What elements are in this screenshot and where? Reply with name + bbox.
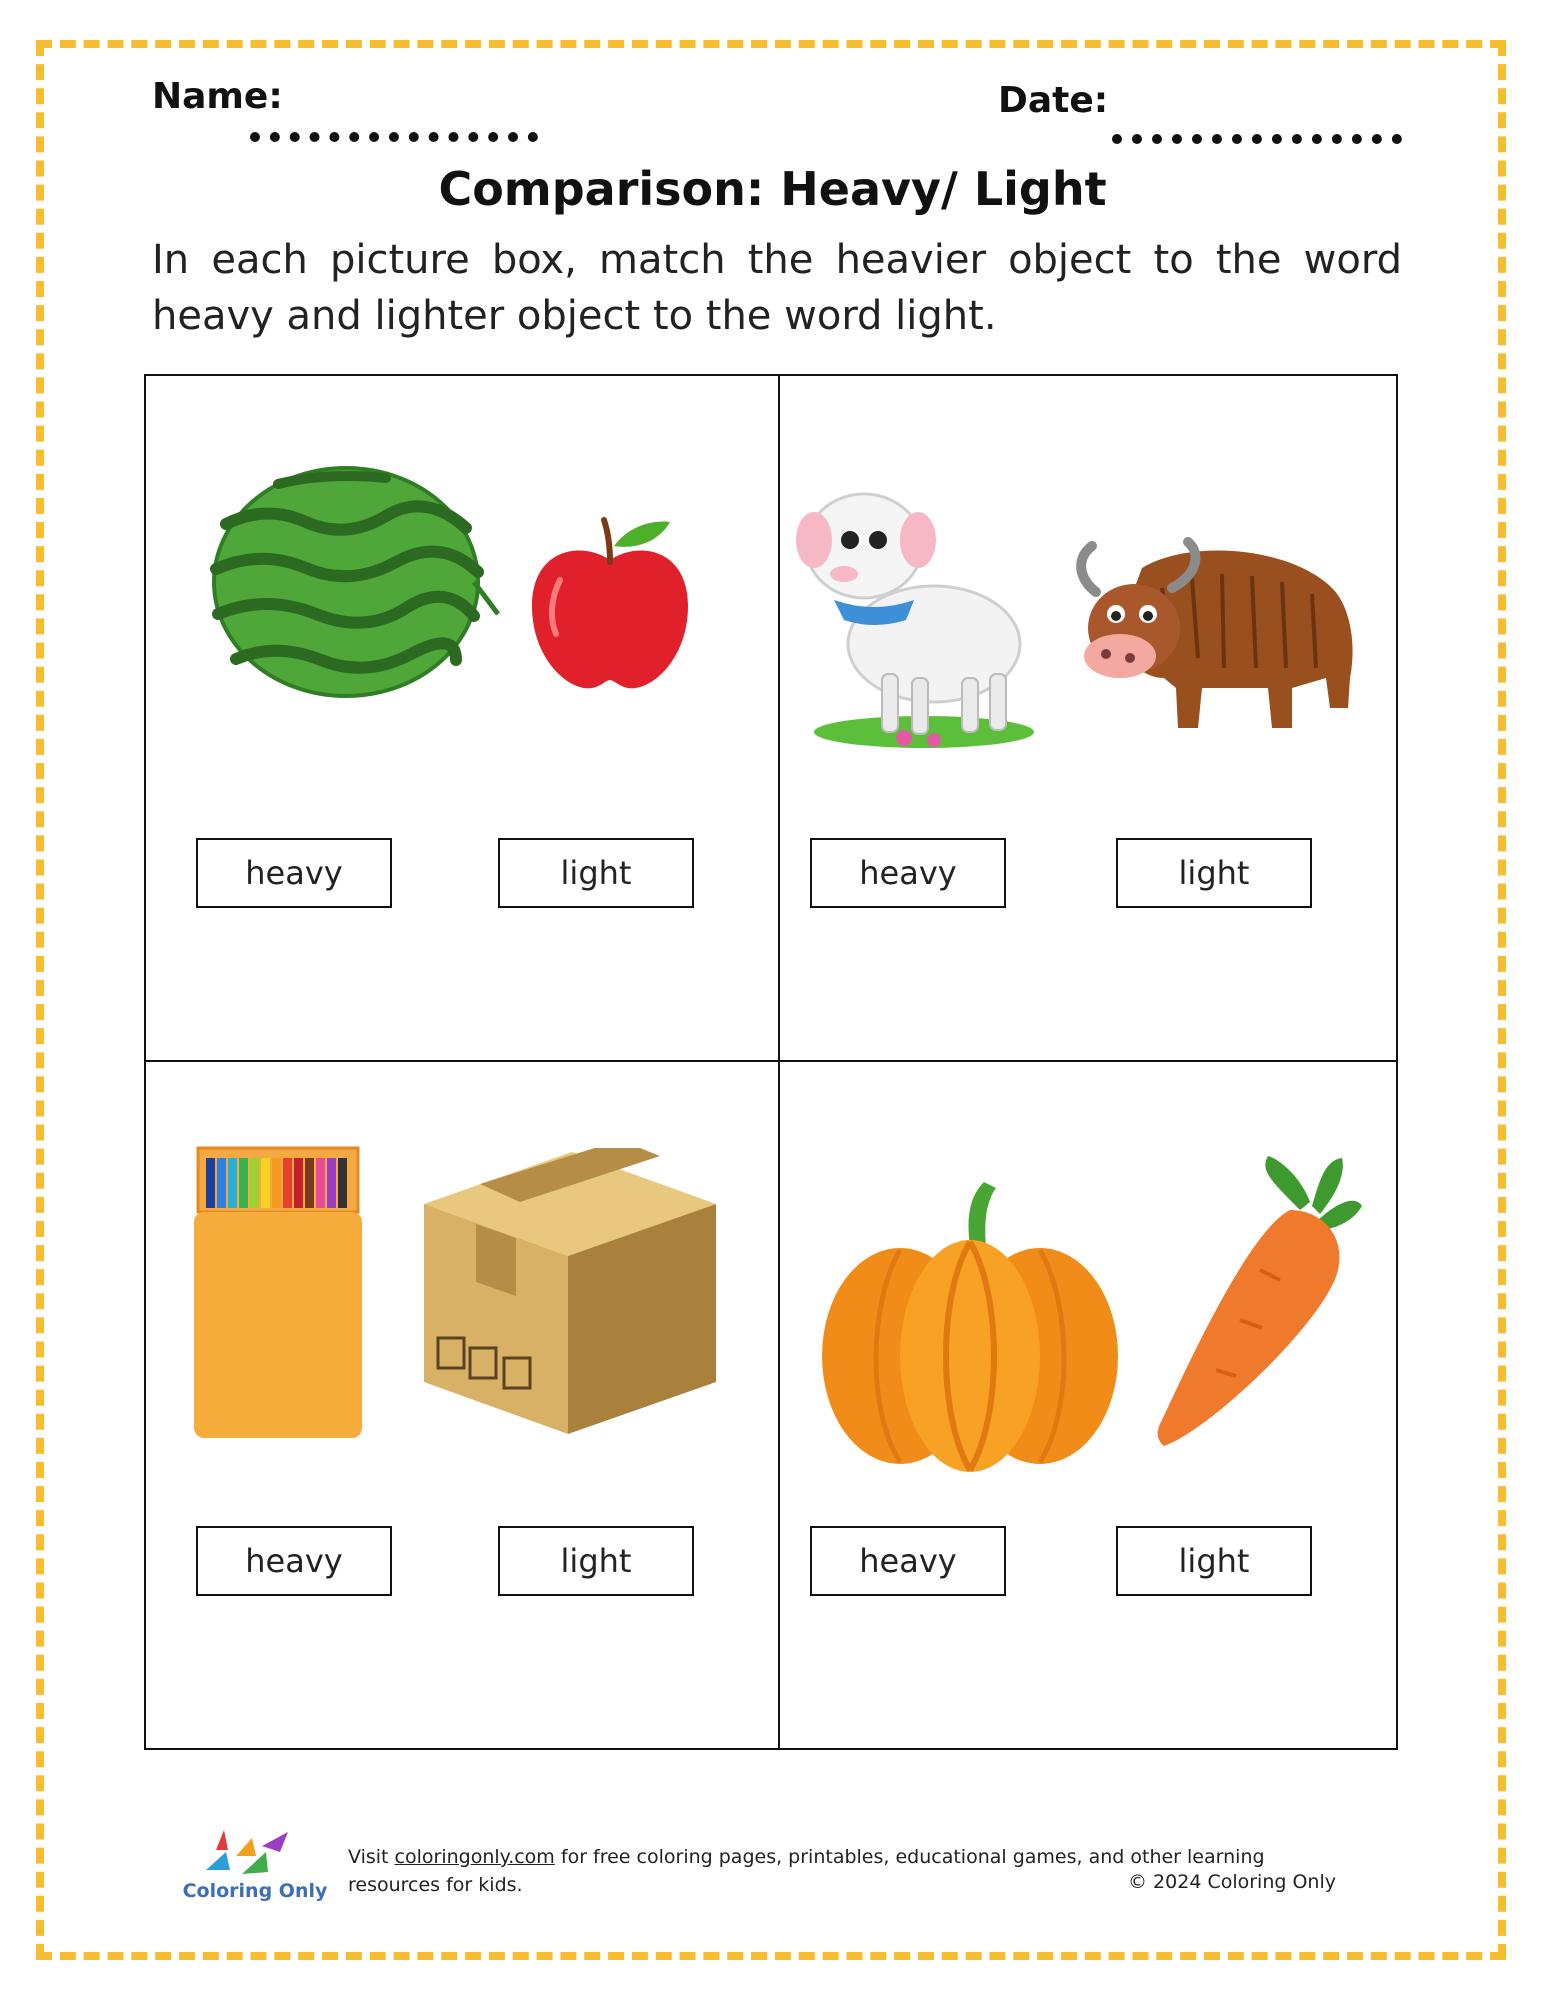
box1-light-button[interactable]: light <box>498 838 694 908</box>
box4-light-button[interactable]: light <box>1116 1526 1312 1596</box>
carrot-icon[interactable] <box>1150 1150 1364 1450</box>
yak-icon[interactable] <box>1072 528 1362 738</box>
box1-heavy-button[interactable]: heavy <box>196 838 392 908</box>
instructions-text: In each picture box, match the heavier object to the word heavy and lighter object to the word light. <box>152 237 1402 339</box>
sheep-icon[interactable] <box>794 474 1044 750</box>
date-field-line[interactable] <box>1112 134 1402 144</box>
coloring-only-logo <box>196 1822 296 1878</box>
box3-heavy-button[interactable]: heavy <box>196 1526 392 1596</box>
worksheet-title: Comparison: Heavy/ Light <box>438 162 1107 216</box>
footer-visit: Visit <box>348 1846 389 1868</box>
box2-light-button[interactable]: light <box>1116 838 1312 908</box>
cardboard-box-icon[interactable] <box>420 1148 720 1438</box>
pumpkin-icon[interactable] <box>820 1176 1120 1476</box>
apple-icon[interactable] <box>520 510 700 700</box>
box3-light-button[interactable]: light <box>498 1526 694 1596</box>
date-label: Date: <box>998 80 1109 121</box>
watermelon-icon[interactable] <box>206 464 506 714</box>
box4-heavy-button[interactable]: heavy <box>810 1526 1006 1596</box>
coloringonly-link[interactable]: coloringonly.com <box>394 1846 555 1868</box>
footer-rest: for free coloring pages, printables, educational games, and other learning resources for kids. <box>348 1846 1265 1896</box>
colored-pencils-icon[interactable] <box>194 1146 362 1438</box>
copyright-text: © 2024 Coloring Only <box>1128 1871 1336 1893</box>
name-field-line[interactable] <box>250 132 538 142</box>
grid-divider-horizontal <box>144 1060 1398 1062</box>
grid-divider-vertical <box>778 374 780 1750</box>
logo-text: Coloring Only <box>182 1880 328 1902</box>
name-label: Name: <box>152 76 283 117</box>
box2-heavy-button[interactable]: heavy <box>810 838 1006 908</box>
